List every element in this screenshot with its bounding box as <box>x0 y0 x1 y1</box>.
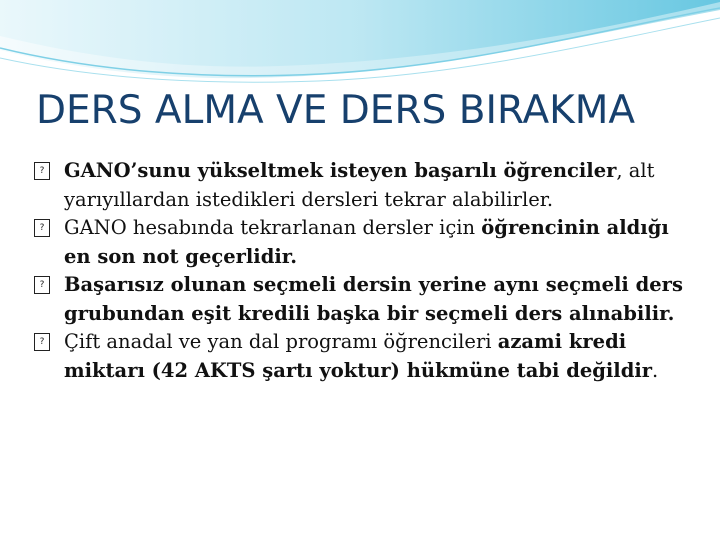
bullet-text: . <box>652 358 659 382</box>
decorative-wave-header <box>0 0 720 90</box>
slide-title: DERS ALMA VE DERS BIRAKMA <box>36 88 636 133</box>
bullet-glyph-icon: ? <box>34 219 50 237</box>
bullet-glyph-icon: ? <box>34 333 50 351</box>
bullet-text: Çift anadal ve yan dal programı öğrencileri <box>64 330 498 353</box>
bullet-item <box>34 214 694 271</box>
bullet-text-bold: Başarısız olunan seçmeli dersin yerine aynı seçmeli ders grubundan eşit kredili başka bir seçmeli ders alınabilir. <box>64 273 683 325</box>
bullet-item <box>34 328 694 385</box>
bullet-item <box>34 271 694 328</box>
bullet-item <box>34 157 694 214</box>
bullet-text: , alt yarıyıllardan istedikleri dersleri tekrar alabilirler. <box>64 159 655 211</box>
bullet-text-bold: azami kredi miktarı (42 AKTS şartı yoktur) hükmüne tabi değildir <box>64 330 653 382</box>
bullet-glyph-icon: ? <box>34 276 50 294</box>
bullet-text-bold: öğrenciler <box>496 159 617 182</box>
bullet-text: GANO hesabında tekrarlanan dersler için <box>64 216 482 239</box>
bullet-text-bold: öğrencinin aldığı en son not geçerlidir. <box>64 216 669 268</box>
bullet-list <box>34 157 694 385</box>
bullet-glyph-icon: ? <box>34 162 50 180</box>
bullet-text-bold: GANO’sunu yükseltmek isteyen başarılı <box>64 159 497 182</box>
